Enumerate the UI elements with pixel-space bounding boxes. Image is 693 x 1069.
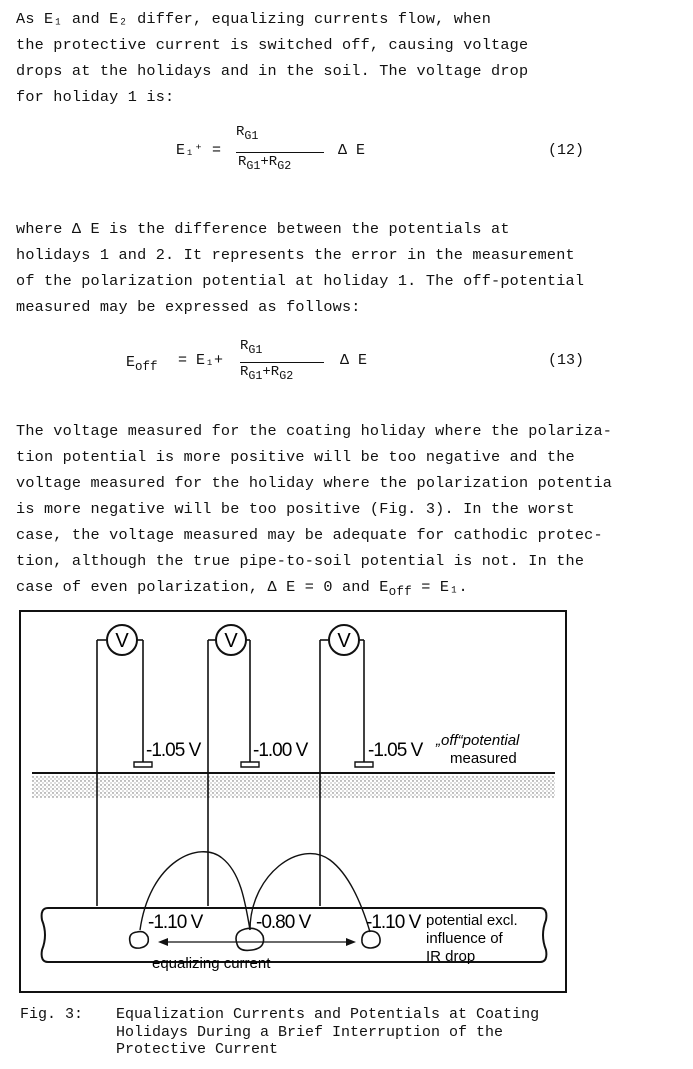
holiday-value-3: -1.10 V	[366, 912, 421, 933]
voltmeter-symbol: V	[224, 630, 238, 652]
text-line: tion, although the true pipe-to-soil potential is not. In the	[16, 552, 585, 570]
coating-holiday-1	[130, 932, 149, 949]
text-line: measured may be expressed as follows:	[16, 298, 361, 316]
text-line: As E₁ and E₂ differ, equalizing currents flow, when	[16, 10, 492, 28]
eq13-den-sub: G1	[248, 368, 263, 383]
eq12-num-r: R	[236, 124, 245, 140]
text-line: for holiday 1 is:	[16, 88, 175, 106]
eq12-den-r: R	[238, 154, 247, 170]
measured-value-2: -1.00 V	[253, 740, 308, 761]
eq13-off: off	[135, 360, 158, 374]
eq13-lhs-rest: = E₁+	[178, 352, 224, 369]
eq12-den-plus: +R	[260, 154, 278, 170]
measured-value-3: -1.05 V	[368, 740, 423, 761]
voltmeter-2	[208, 625, 259, 906]
eq13-e: E	[126, 354, 136, 371]
eq13-num-r: R	[240, 338, 249, 354]
caption-line: Equalization Currents and Potentials at Coating	[116, 1006, 540, 1023]
caption-line: Holidays During a Brief Interruption of the	[116, 1023, 504, 1041]
voltmeter-3	[320, 625, 373, 906]
measured-label: measured	[450, 750, 517, 767]
text-line: of the polarization potential at holiday 1. The off-potential	[16, 272, 585, 290]
eq13-den-r: R	[240, 364, 249, 380]
voltmeter-symbol: V	[115, 630, 129, 652]
potential-label-line3: IR drop	[426, 948, 476, 965]
caption-label: Fig. 3:	[20, 1006, 84, 1023]
holiday-value-1: -1.10 V	[148, 912, 203, 933]
equalizing-current-label: equalizing current	[152, 955, 271, 972]
arrow-head-right	[346, 938, 356, 946]
eq13-number: (13)	[548, 352, 585, 369]
caption-line: Protective Current	[116, 1041, 279, 1058]
text-line: drops at the holidays and in the soil. The voltage drop	[16, 62, 529, 80]
eq12-num-sub: G1	[244, 128, 259, 143]
eq12-den-sub2: G2	[277, 158, 292, 173]
eq13-den-plus: +R	[262, 364, 280, 380]
holiday-value-2: -0.80 V	[256, 912, 311, 933]
soil-layer	[32, 776, 555, 798]
off-potential-label: „off“potential	[436, 732, 520, 749]
text-line: case, the voltage measured may be adequate for cathodic protec-	[16, 526, 603, 544]
potential-label-line2: influence of	[426, 930, 503, 947]
eq12-den-sub: G1	[246, 158, 261, 173]
eq13-delta: Δ E	[340, 352, 368, 369]
text-line: The voltage measured for the coating holiday where the polariza-	[16, 422, 613, 440]
text-line: where Δ E is the difference between the potentials at	[16, 220, 510, 238]
potential-label-line1: potential excl.	[426, 912, 518, 929]
off-subscript: off	[388, 584, 412, 600]
eq12-number: (12)	[548, 142, 585, 159]
text-line: the protective current is switched off, causing voltage	[16, 36, 529, 54]
measured-value-1: -1.05 V	[146, 740, 201, 761]
voltmeter-1	[97, 625, 152, 906]
eq12-lhs: E₁⁺ =	[176, 142, 222, 159]
arrow-head-left	[158, 938, 168, 946]
text-line: holidays 1 and 2. It represents the error in the measurement	[16, 246, 575, 264]
text-line: voltage measured for the holiday where the polarization potentia	[16, 474, 613, 492]
voltmeter-symbol: V	[337, 630, 351, 652]
eq13-num-sub: G1	[248, 342, 263, 357]
eq12-delta: Δ E	[338, 142, 366, 159]
text-line: tion potential is more positive will be too negative and the	[16, 448, 575, 466]
eq13-den-sub2: G2	[279, 368, 294, 383]
coating-holiday-3	[362, 931, 380, 948]
text-line-end: = E₁.	[411, 578, 468, 596]
text-line: is more negative will be too positive (Fig. 3). In the worst	[16, 500, 575, 518]
text-line-start: case of even polarization, Δ E = 0 and E	[16, 578, 389, 596]
